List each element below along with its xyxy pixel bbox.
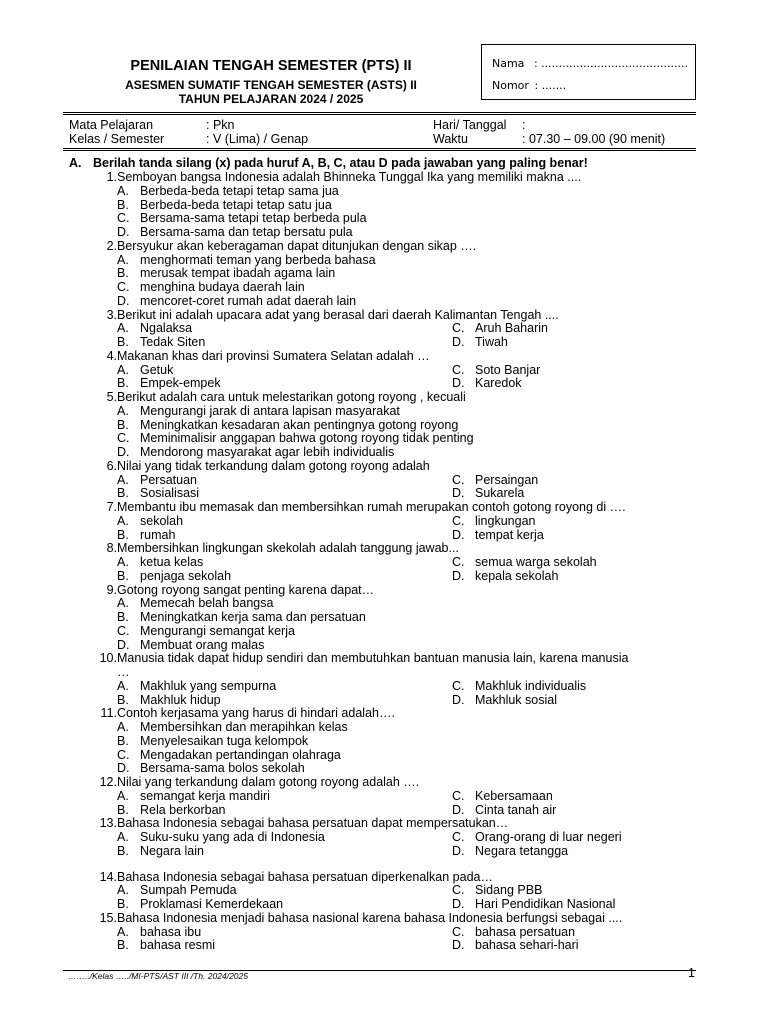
- number-field: : .......: [534, 79, 567, 92]
- option-text: Membersihkan dan merapihkan kelas: [140, 720, 348, 734]
- exam-title: PENILAIAN TENGAH SEMESTER (PTS) II: [130, 58, 412, 74]
- option-text: Hari Pendidikan Nasional: [475, 897, 616, 911]
- option-text: Sidang PBB: [475, 883, 543, 898]
- option-text: Bersama-sama dan tetap bersatu pula: [140, 225, 353, 239]
- option-letter: D.: [117, 445, 130, 459]
- option-text: Meningkatkan kesadaran akan pentingnya gotong royong: [140, 417, 459, 432]
- option-text: tempat kerja: [475, 527, 544, 542]
- option-letter: B.: [117, 486, 129, 501]
- option-letter: B.: [117, 197, 129, 212]
- footer-code: ……../Kelas …../MI-PTS/AST III /Th. 2024/2025: [68, 971, 248, 981]
- option-text: Soto Banjar: [475, 362, 541, 377]
- answer-option: [117, 528, 175, 542]
- answer-option: [452, 883, 542, 897]
- option-letter: C.: [117, 623, 130, 638]
- subject-value: : Pkn: [206, 118, 235, 132]
- question-text: Semboyan bangsa Indonesia adalah Bhinneka Tunggal Ika yang memiliki makna ....: [117, 170, 582, 184]
- answer-option: [117, 761, 305, 775]
- answer-option: [452, 363, 540, 377]
- option-text: Bersama-sama tetapi tetap berbeda pula: [140, 211, 367, 226]
- option-text: Orang-orang di luar negeri: [475, 830, 622, 844]
- option-text: Berbeda-beda tetapi tetap satu jua: [140, 197, 332, 212]
- answer-option: [117, 184, 339, 198]
- option-text: Meningkatkan kerja sama dan persatuan: [140, 610, 366, 624]
- answer-option: [452, 938, 579, 952]
- option-text: bahasa ibu: [140, 924, 202, 939]
- answer-option: [452, 335, 508, 349]
- option-letter: A.: [117, 403, 129, 418]
- option-letter: A.: [117, 513, 129, 528]
- option-letter: D.: [452, 897, 465, 911]
- option-text: Ngalaksa: [140, 321, 193, 336]
- answer-option: [117, 624, 295, 638]
- question-text: Membersihkan lingkungan skekolah adalah tanggung jawab...: [117, 541, 459, 556]
- option-letter: A.: [117, 252, 129, 267]
- option-letter: B.: [117, 897, 129, 911]
- question-number: 13.: [99, 816, 117, 831]
- option-letter: A.: [117, 472, 129, 487]
- option-letter: A.: [117, 321, 129, 336]
- answer-option: [117, 280, 305, 294]
- option-text: Menyelesaikan tuga kelompok: [140, 733, 309, 748]
- option-letter: D.: [452, 486, 465, 501]
- option-letter: A.: [117, 830, 129, 844]
- question-number: 8.: [106, 541, 117, 556]
- answer-option: [117, 596, 273, 610]
- question-number: 6.: [106, 458, 117, 473]
- option-letter: D.: [452, 938, 465, 953]
- option-letter: D.: [452, 335, 465, 349]
- answer-option: [117, 321, 192, 335]
- answer-option: [117, 734, 308, 748]
- option-letter: A.: [117, 183, 129, 198]
- section-letter: A.: [69, 156, 82, 170]
- option-letter: B.: [117, 568, 129, 583]
- option-text: Tiwah: [475, 335, 508, 349]
- option-text: Memecah belah bangsa: [140, 596, 274, 611]
- question-text: Berikut adalah cara untuk melestarikan gotong royong , kecuali: [117, 390, 466, 404]
- answer-option: [117, 418, 458, 432]
- question-number: 2.: [106, 238, 117, 253]
- answer-option: [452, 555, 597, 569]
- option-text: Meminimalisir anggapan bahwa gotong royong tidak penting: [140, 431, 474, 446]
- number-label: Nomor: [492, 79, 529, 92]
- answer-option: [117, 198, 332, 212]
- question-text: Makanan khas dari provinsi Sumatera Selatan adalah …: [117, 348, 430, 363]
- option-text: Persaingan: [475, 472, 539, 487]
- section-instruction: Berilah tanda silang (x) pada huruf A, B, C, atau D pada jawaban yang paling benar!: [93, 156, 588, 170]
- option-letter: B.: [117, 335, 129, 349]
- option-text: Aruh Baharin: [475, 321, 548, 336]
- option-letter: C.: [117, 431, 130, 446]
- option-letter: D.: [452, 568, 465, 583]
- answer-option: [117, 883, 237, 897]
- question-number: 12.: [99, 775, 117, 789]
- answer-option: [117, 925, 201, 939]
- question-text: Contoh kerjasama yang harus di hindari adalah….: [117, 706, 395, 721]
- section-heading: [69, 156, 588, 170]
- option-text: Tedak Siten: [140, 335, 206, 349]
- option-text: Berbeda-beda tetapi tetap sama jua: [140, 183, 339, 198]
- option-letter: D.: [452, 802, 465, 817]
- option-text: rumah: [140, 527, 176, 542]
- exam-subtitle: ASESMEN SUMATIF TENGAH SEMESTER (ASTS) II: [125, 78, 417, 92]
- option-text: semangat kerja mandiri: [140, 788, 270, 803]
- answer-option: [452, 528, 544, 542]
- class-value: : V (Lima) / Genap: [206, 132, 309, 146]
- question-text: Membantu ibu memasak dan membersihkan rumah merupakan contoh gotong royong di ….: [117, 500, 626, 514]
- option-text: ketua kelas: [140, 555, 204, 569]
- option-letter: C.: [117, 280, 130, 294]
- option-text: Mengurangi semangat kerja: [140, 623, 295, 638]
- option-text: kepala sekolah: [475, 568, 559, 583]
- answer-option: [452, 514, 535, 528]
- option-letter: C.: [117, 211, 130, 226]
- question-text: Nilai yang terkandung dalam gotong royong adalah ….: [117, 775, 420, 789]
- option-letter: C.: [452, 924, 465, 939]
- option-text: Mendorong masyarakat agar lebih individualis: [140, 445, 395, 459]
- answer-option: [452, 473, 538, 487]
- option-text: Membuat orang malas: [140, 637, 265, 652]
- option-letter: D.: [452, 692, 465, 707]
- number-row: [492, 79, 566, 92]
- option-letter: B.: [117, 802, 129, 817]
- answer-option: [452, 679, 586, 693]
- answer-option: [117, 938, 215, 952]
- option-letter: C.: [452, 788, 465, 803]
- option-text: bahasa resmi: [140, 938, 216, 953]
- question-number: 1.: [106, 170, 117, 184]
- option-letter: C.: [452, 513, 465, 528]
- answer-option: [117, 486, 199, 500]
- answer-option: [452, 844, 568, 858]
- option-text: Negara lain: [140, 843, 204, 858]
- day-label: Hari/ Tanggal: [433, 118, 507, 132]
- answer-option: [117, 211, 367, 225]
- question-number: 15.: [99, 910, 117, 925]
- option-letter: B.: [117, 733, 129, 748]
- option-letter: C.: [452, 555, 465, 569]
- option-letter: D.: [452, 376, 465, 391]
- option-text: Kebersamaan: [475, 788, 553, 803]
- answer-option: [117, 473, 197, 487]
- option-text: Suku-suku yang ada di Indonesia: [140, 830, 325, 844]
- option-letter: B.: [117, 376, 129, 391]
- option-letter: D.: [117, 225, 130, 239]
- option-text: Bersama-sama bolos sekolah: [140, 761, 305, 776]
- time-label: Waktu: [433, 132, 468, 146]
- question-text: Gotong royong sangat penting karena dapat…: [117, 582, 375, 597]
- question-number: 3.: [106, 307, 117, 322]
- option-letter: C.: [452, 472, 465, 487]
- option-text: Makhluk sosial: [475, 692, 557, 707]
- question-text: Nilai yang tidak terkandung dalam gotong royong adalah: [117, 458, 430, 473]
- option-text: Karedok: [475, 376, 522, 391]
- option-text: Makhluk hidup: [140, 692, 221, 707]
- option-letter: D.: [117, 761, 130, 776]
- question-number: 5.: [106, 390, 117, 404]
- header-rule-bottom: [63, 148, 696, 151]
- answer-option: [452, 789, 553, 803]
- name-label: Nama: [492, 57, 525, 70]
- option-letter: C.: [452, 883, 465, 898]
- option-letter: D.: [452, 527, 465, 542]
- option-letter: B.: [117, 843, 129, 858]
- question-text: Manusia tidak dapat hidup sendiri dan membutuhkan bantuan manusia lain, karena manusia: [117, 651, 629, 666]
- option-text: menghormati teman yang berbeda bahasa: [140, 252, 376, 267]
- option-letter: A.: [117, 555, 129, 569]
- option-text: Makhluk individualis: [475, 678, 587, 693]
- answer-option: [452, 925, 575, 939]
- answer-option: [117, 335, 205, 349]
- option-text: semua warga sekolah: [475, 555, 597, 569]
- answer-option: [117, 225, 353, 239]
- option-letter: B.: [117, 610, 129, 624]
- option-text: Makhluk yang sempurna: [140, 678, 277, 693]
- option-letter: B.: [117, 527, 129, 542]
- answer-option: [117, 253, 376, 267]
- question-text: Bersyukur akan keberagaman dapat ditunjukan dengan sikap ….: [117, 238, 477, 253]
- header-rule-top: [63, 112, 696, 115]
- answer-option: [452, 376, 522, 390]
- option-letter: A.: [117, 883, 129, 898]
- answer-option: [452, 569, 558, 583]
- option-letter: C.: [452, 830, 465, 844]
- answer-option: [117, 610, 366, 624]
- question-text: Bahasa Indonesia sebagai bahasa persatuan diperkenalkan pada…: [117, 869, 493, 884]
- option-letter: A.: [117, 788, 129, 803]
- option-letter: D.: [117, 637, 130, 652]
- option-letter: B.: [117, 417, 129, 432]
- option-text: Mengurangi jarak di antara lapisan masyarakat: [140, 403, 400, 418]
- question-text: Berikut ini adalah upacara adat yang berasal dari daerah Kalimantan Tengah ....: [117, 307, 559, 322]
- student-id-box: [481, 44, 696, 100]
- answer-option: [117, 404, 400, 418]
- option-letter: B.: [117, 938, 129, 953]
- option-letter: B.: [117, 266, 129, 281]
- question-text: Bahasa Indonesia menjadi bahasa nasional karena bahasa Indonesia berfungsi sebagai ....: [117, 910, 623, 925]
- class-label: Kelas / Semester: [69, 132, 165, 146]
- option-letter: C.: [452, 678, 465, 693]
- option-letter: A.: [117, 924, 129, 939]
- name-row: [492, 57, 688, 70]
- answer-option: [117, 266, 335, 280]
- option-letter: A.: [117, 596, 129, 611]
- day-value: :: [522, 118, 526, 132]
- answer-option: [452, 321, 548, 335]
- answer-option: [117, 693, 221, 707]
- option-text: sekolah: [140, 513, 184, 528]
- answer-option: [117, 363, 173, 377]
- option-text: bahasa sehari-hari: [475, 938, 579, 953]
- option-letter: D.: [452, 843, 465, 858]
- answer-option: [117, 830, 325, 844]
- answer-option: [117, 844, 204, 858]
- answer-option: [452, 693, 557, 707]
- option-text: Getuk: [140, 362, 174, 377]
- option-text: Sumpah Pemuda: [140, 883, 237, 898]
- question-number: 7.: [106, 500, 117, 514]
- option-text: penjaga sekolah: [140, 568, 232, 583]
- option-text: Mengadakan pertandingan olahraga: [140, 747, 341, 762]
- answer-option: [117, 789, 270, 803]
- answer-option: [117, 294, 356, 308]
- option-text: Cinta tanah air: [475, 802, 557, 817]
- option-text: Negara tetangga: [475, 843, 569, 858]
- option-letter: C.: [452, 321, 465, 336]
- option-text: menghina budaya daerah lain: [140, 280, 305, 294]
- option-letter: B.: [117, 692, 129, 707]
- option-letter: D.: [117, 293, 130, 308]
- page-number: 1: [688, 966, 695, 980]
- question-number: 11.: [100, 706, 117, 721]
- option-letter: A.: [117, 678, 129, 693]
- option-letter: A.: [117, 720, 129, 734]
- time-value: : 07.30 – 09.00 (90 menit): [522, 132, 666, 146]
- option-text: merusak tempat ibadah agama lain: [140, 266, 336, 281]
- answer-option: [117, 569, 231, 583]
- answer-option: [117, 748, 341, 762]
- answer-option: [117, 445, 394, 459]
- answer-option: [117, 555, 203, 569]
- option-text: bahasa persatuan: [475, 924, 576, 939]
- answer-option: [452, 803, 556, 817]
- subject-label: Mata Pelajaran: [69, 118, 154, 132]
- answer-option: [117, 376, 221, 390]
- question-text: Bahasa Indonesia sebagai bahasa persatuan dapat mempersatukan…: [117, 816, 509, 831]
- question-number: 9.: [106, 582, 117, 597]
- question-number: 10.: [99, 651, 117, 666]
- answer-option: [117, 638, 264, 652]
- option-letter: C.: [117, 747, 130, 762]
- option-text: lingkungan: [475, 513, 536, 528]
- option-text: Sukarela: [475, 486, 525, 501]
- option-letter: C.: [452, 362, 465, 377]
- option-text: Sosialisasi: [140, 486, 200, 501]
- academic-year: TAHUN PELAJARAN 2024 / 2025: [178, 92, 364, 106]
- name-field: : ..........................................: [533, 57, 688, 70]
- answer-option: [117, 720, 348, 734]
- answer-option: [117, 803, 225, 817]
- answer-option: [117, 897, 283, 911]
- question-number: 14.: [99, 869, 117, 884]
- answer-option: [452, 830, 622, 844]
- answer-option: [117, 514, 183, 528]
- option-letter: A.: [117, 362, 129, 377]
- answer-option: [117, 431, 474, 445]
- option-text: Proklamasi Kemerdekaan: [140, 897, 284, 911]
- answer-option: [452, 486, 524, 500]
- option-text: mencoret-coret rumah adat daerah lain: [140, 293, 357, 308]
- option-text: Persatuan: [140, 472, 197, 487]
- question-number: 4.: [106, 348, 117, 363]
- question-text-continued: …: [117, 665, 130, 679]
- option-text: Rela berkorban: [140, 802, 226, 817]
- answer-option: [452, 897, 615, 911]
- option-text: Empek-empek: [140, 376, 221, 391]
- answer-option: [117, 679, 276, 693]
